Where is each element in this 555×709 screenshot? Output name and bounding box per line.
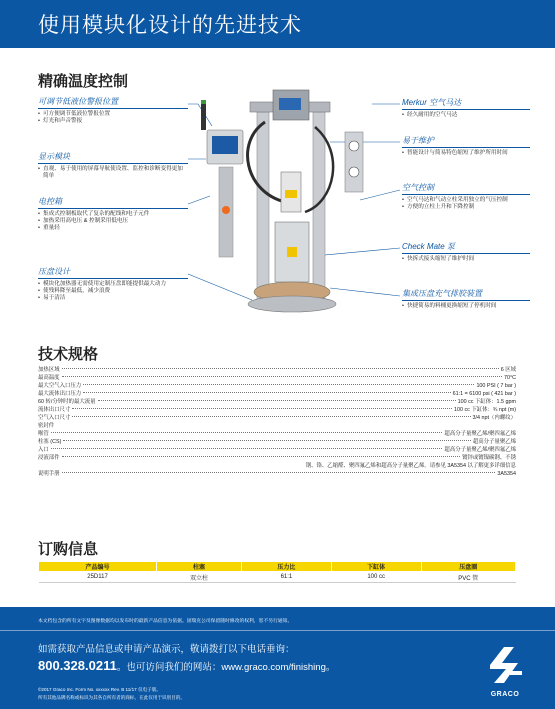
spec-key: 说明手册 — [38, 471, 60, 477]
spec-key: 60 转/分钟时的最大流量 — [38, 399, 96, 405]
order-title: 订购信息 — [38, 541, 99, 558]
order-header-cell: 压力比 — [242, 562, 332, 572]
order-table — [38, 561, 516, 583]
spec-value: 镀锌或镀镍碳钢、不锈 — [462, 455, 516, 461]
callout-bullet: • 灯光和声音警报 — [38, 118, 188, 125]
spec-leader-dots — [62, 456, 461, 457]
callout-title: Check Mate 泵 — [402, 241, 530, 254]
copyright: ©2017 Graco Inc. Form No. xxxxxx Rev. B 11/17 仅电子版。 — [38, 687, 161, 692]
spec-row — [38, 454, 516, 462]
specs-table — [38, 366, 516, 478]
spec-row — [38, 414, 516, 422]
trademark-note: 所有其他品牌名称或标识为其各自所有者的商标，在此仅用于识别目的。 — [38, 695, 186, 700]
spec-value: 3/4 npt（内螺纹） — [472, 415, 516, 421]
spec-value: 超高分子量聚乙烯/聚四氟乙烯 — [444, 447, 516, 453]
callout-bullet: • 使残料降至最低，减少浪费 — [38, 288, 188, 295]
spec-value: 超高分子量聚乙烯/聚四氟乙烯 — [444, 431, 516, 437]
spec-leader-dots — [72, 416, 470, 417]
callout-bullet: • 空气马达和气动立柱采用独立的气压控制 — [402, 197, 530, 204]
callout-bullet: • 快拆式接头缩短了维护时间 — [402, 256, 530, 263]
callout-bullet: • 智能设计与简易特色缩短了维护所用时间 — [402, 150, 530, 157]
order-header-cell: 下缸体 — [331, 562, 421, 572]
order-header-cell: 产品编号 — [39, 562, 157, 572]
spec-leader-dots — [72, 408, 452, 409]
spec-row — [38, 430, 516, 438]
table-row — [39, 572, 516, 583]
callout-title: 电控箱 — [38, 196, 188, 209]
callout-bullet: • 经久耐用的空气马达 — [402, 112, 530, 119]
spec-leader-dots — [51, 432, 443, 433]
spec-key: 加热区域 — [38, 367, 60, 373]
spec-row — [38, 374, 516, 382]
page-title: 使用模块化设计的先进技术 — [38, 14, 302, 37]
spec-leader-dots — [62, 472, 496, 473]
callout-title: 集成压盘充气排胶装置 — [402, 288, 530, 301]
order-header-cell: 柱塞 — [157, 562, 242, 572]
callout-bullet: • 重量轻 — [38, 225, 188, 232]
spec-leader-dots — [51, 448, 443, 449]
spec-key: 入口 — [38, 447, 49, 453]
spec-row — [38, 390, 516, 398]
spec-row — [38, 422, 516, 430]
spec-key: 最大空气入口压力 — [38, 383, 82, 389]
callout-bullet: • 可方便调节低液位警报位置 — [38, 111, 188, 118]
spec-value: 6 区域 — [500, 367, 516, 373]
order-cell: 双立柱 — [157, 572, 242, 583]
order-header-row — [39, 562, 516, 572]
spec-value: 70°C — [503, 375, 516, 381]
spec-key: 最高温度 — [38, 375, 60, 381]
spec-key: 最大流体出口压力 — [38, 391, 82, 397]
callout-title: 压盘设计 — [38, 266, 188, 279]
spec-value: 100 cc 下缸体：1.5 gpm — [457, 399, 516, 405]
order-header-cell: 压盘圈 — [421, 562, 515, 572]
spec-row — [38, 406, 516, 414]
spec-key: 喉管 — [38, 431, 49, 437]
spec-leader-dots — [83, 392, 450, 393]
website-text: 。也可访问我们的网站：www.graco.com/finishing。 — [116, 662, 336, 673]
order-cell: 100 cc — [331, 572, 421, 583]
callout-title: 可调节低液位警报位置 — [38, 96, 188, 109]
graco-logo-icon — [484, 641, 526, 689]
footer — [0, 607, 555, 709]
graco-logo — [484, 641, 526, 701]
spec-row — [38, 382, 516, 390]
spec-key: 密封件 — [38, 423, 55, 429]
callout-bullet: • 方便的立柱上升和下降控制 — [402, 204, 530, 211]
spec-row — [38, 446, 516, 454]
callout-bullet: • 易于清洁 — [38, 295, 188, 302]
spec-key: 流体出口尺寸 — [38, 407, 71, 413]
spec-row — [38, 398, 516, 406]
callout-title: Merkur 空气马达 — [402, 97, 530, 110]
spec-row — [38, 366, 516, 374]
callout-bullet: • 直观、易于使用的屏幕导航使设置、监控和诊断变得更加简单 — [38, 166, 188, 180]
footer-divider — [0, 630, 555, 631]
contact-line: 如需获取产品信息或申请产品演示，敬请拨打以下电话垂询： — [38, 644, 295, 655]
supply-system-illustration — [195, 82, 395, 322]
disclaimer: 本文档包含的所有文字及图像数据均以发布时的最新产品信息为依据。固瑞克公司保留随时修改的权利，恕不另行通知。 — [38, 619, 293, 624]
spec-row — [38, 470, 516, 478]
callout-title: 易于维护 — [402, 135, 530, 148]
features-title: 精确温度控制 — [38, 73, 129, 90]
spec-value: 超高分子量聚乙烯 — [472, 439, 516, 445]
callout-title: 显示模块 — [38, 151, 188, 164]
contact-line-2 — [38, 658, 335, 673]
spec-value: 61:1 = 6100 psi ( 421 bar ) — [452, 391, 516, 397]
spec-leader-dots — [63, 440, 471, 441]
spec-value-continued: 钢、铬、乙缩醛、聚四氟乙烯和超高分子量聚乙烯。请参见 3A5354 以了解更多详细信息 — [305, 463, 516, 469]
order-cell: PVC 管 — [421, 572, 515, 583]
spec-key: 浸液部件 — [38, 455, 60, 461]
specs-title: 技术规格 — [38, 346, 99, 363]
callout-title: 空气控制 — [402, 182, 530, 195]
callout-bullet: • 快捷简易的料桶更换缩短了停机时间 — [402, 303, 530, 310]
callout-bullet: • 模块化加热器无需使用定制压盘即能提供最大动力 — [38, 281, 188, 288]
spec-key: 柱塞 (CS) — [38, 439, 62, 445]
order-cell: 61:1 — [242, 572, 332, 583]
spec-row — [38, 438, 516, 446]
spec-leader-dots — [83, 384, 474, 385]
callout-bullet: • 集成式控制板取代了复杂的配线和电子元件 — [38, 211, 188, 218]
phone-number[interactable]: 800.328.0211 — [38, 658, 117, 673]
spec-value: 100 cc 下缸体：¾ npt (m) — [453, 407, 516, 413]
spec-leader-dots — [62, 368, 499, 369]
spec-leader-dots — [98, 400, 456, 401]
spec-key: 空气入口尺寸 — [38, 415, 71, 421]
spec-leader-dots — [62, 376, 502, 377]
spec-value: 3A5354 — [497, 471, 516, 477]
spec-value: 100 PSI ( 7 bar ) — [476, 383, 516, 389]
logo-wordmark: GRACO — [490, 691, 520, 698]
order-cell: 25D117 — [39, 572, 157, 583]
callout-bullet: • 加热采用高电压 & 控制采用低电压 — [38, 218, 188, 225]
